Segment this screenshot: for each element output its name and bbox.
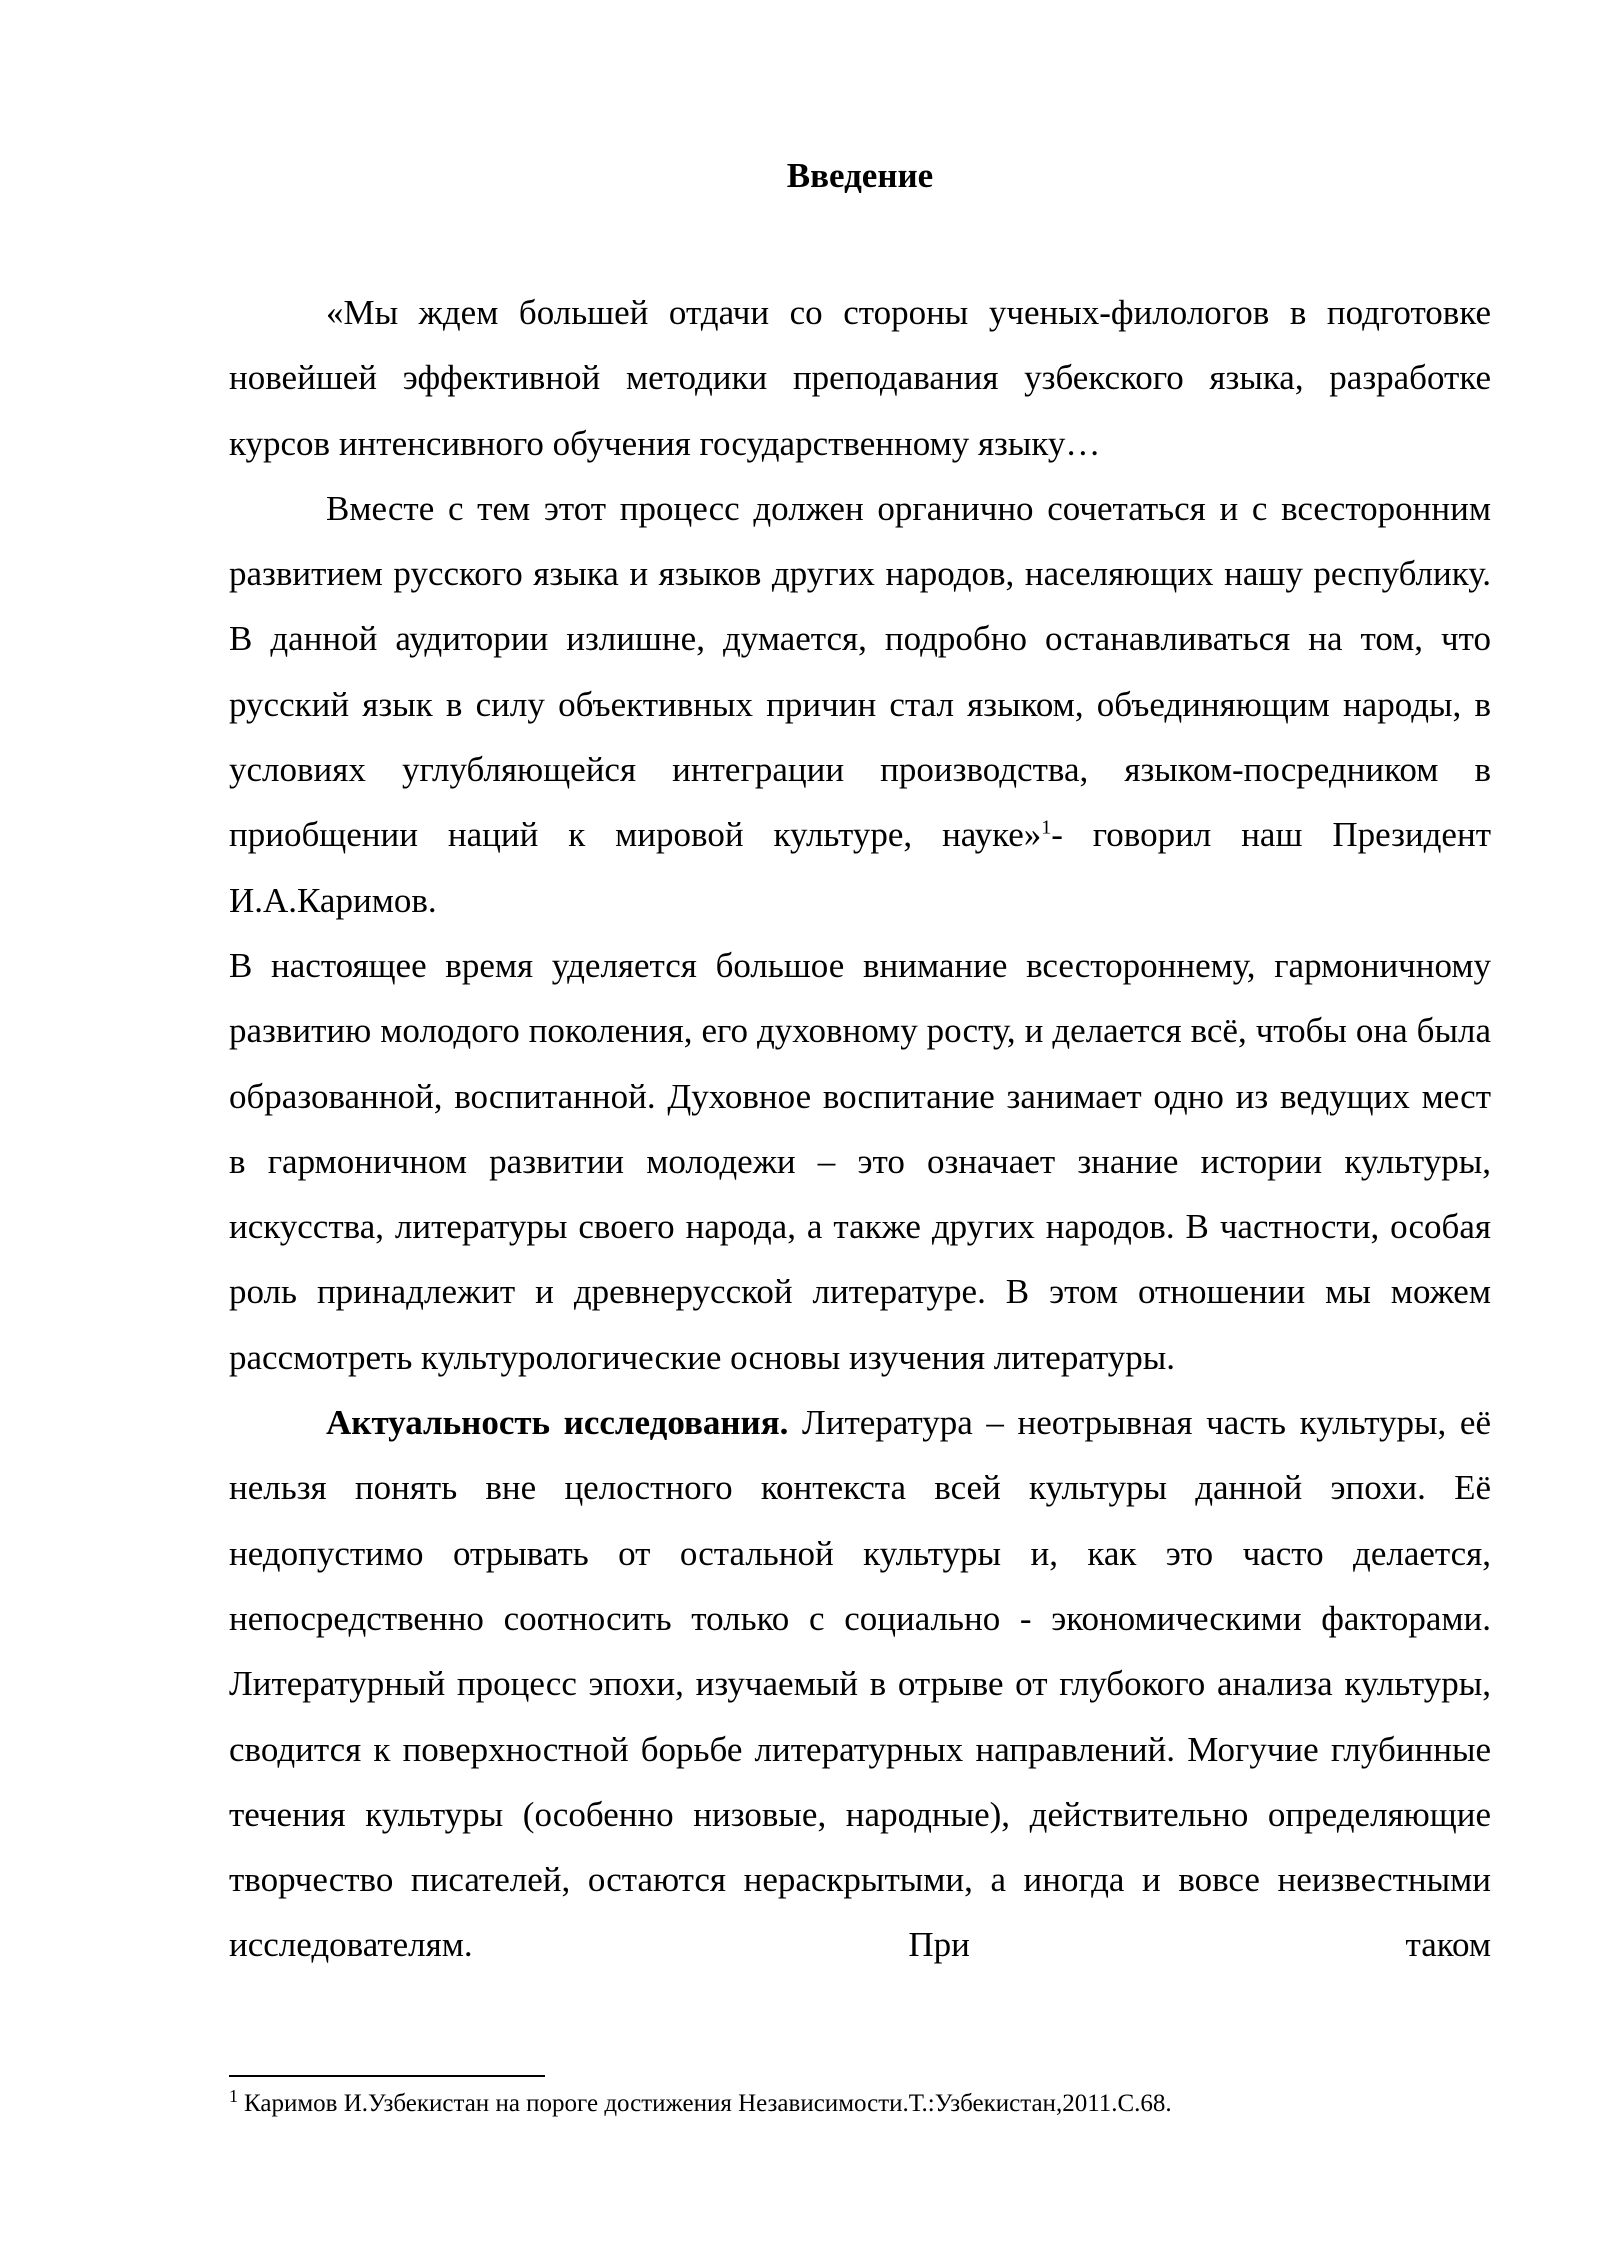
paragraph-education: В настоящее время уделяется большое внимание всестороннему, гармоничному развитию молодого поколения, его духовному росту, и делается всё, чтобы она была образованной, воспитанной. Духовное воспитание занимает одно из ведущих мест в гармоничном развитии молодежи – это означает знание истории культуры, искусства, литературы своего народа, а также других народов. В частности, особая роль принадлежит и древнерусской литературе. В этом отношении мы можем рассмотреть культурологические основы изучения литературы. [229,945,1491,1377]
relevance-heading: Актуальность исследования. [326,1403,789,1443]
relevance-text: Литература – неотрывная часть культуры, её нельзя понять вне целостного контекста всей культуры данной эпохи. Её недопустимо отрывать от остальной культуры и, как это часто делается, непосредственно соотносить только с социально - экономическими факторами. Литературный процесс эпохи, изучаемый в отрыве от глубокого анализа культуры, сводится к поверхностной борьбе литературных направлений. Могучие глубинные течения культуры (особенно низовые, народные), действительно определяющие творчество писателей, остаются нераскрытыми, а иногда и вовсе неизвестными исследователям. При таком [229,1403,1491,1965]
paragraph-quote-continued [229,476,1491,933]
page-title: Введение [786,156,934,195]
footnote-text: Каримов И.Узбекистан на пороге достижения Независимости.Т.:Узбекистан,2011.С.68. [244,2090,1172,2117]
footnote [229,2086,1491,2122]
footnote-reference: 1 [1041,816,1052,839]
paragraph-quote-continued-text: Вместе с тем этот процесс должен органично сочетаться и с всесторонним развитием русского языка и языков других народов, населяющих нашу республику. В данной аудитории излишне, думается, подробно останавливаться на том, что русский язык в силу объективных причин стал языком, объединяющим народы, в условиях углубляющейся интеграции производства, языком-посредником в приобщении наций к мировой культуре, науке» [229,488,1491,855]
paragraph-quote-attribution: - говорил наш Президент И.А.Каримов. [229,815,1491,920]
paragraph-relevance [229,1390,1491,1978]
footnote-separator [229,2075,545,2077]
body-text [229,280,1491,1978]
footnote-number: 1 [229,2085,238,2106]
paragraph-quote: «Мы ждем большей отдачи со стороны ученых-филологов в подготовке новейшей эффективной методики преподавания узбекского языка, разработке курсов интенсивного обучения государственному языку… [229,293,1491,463]
